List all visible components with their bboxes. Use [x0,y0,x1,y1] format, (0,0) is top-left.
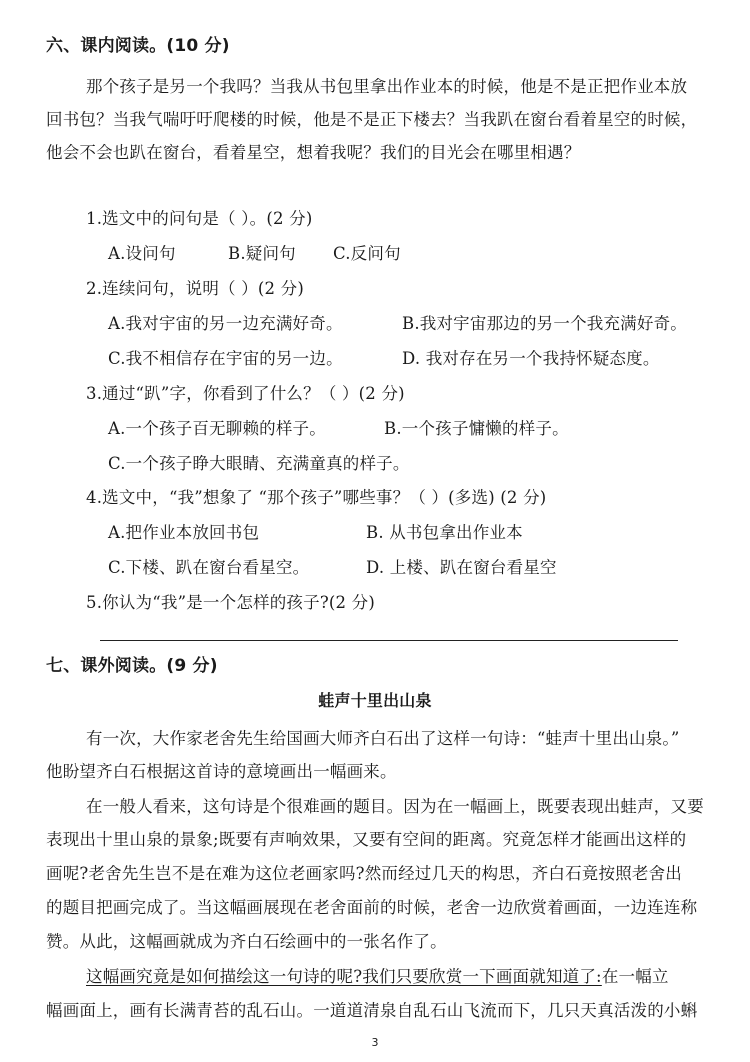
para3-underlined-sentence: 这幅画究竟是如何描绘这一句诗的呢?我们只要欣赏一下画面就知道了: [86,967,602,986]
passage-line-2: 回书包？当我气喘吁吁爬楼的时候，他是不是正下楼去？当我趴在窗台看着星空的时候， [46,110,698,129]
para1-line-1: 有一次，大作家老舍先生给国画大师齐白石出了这样一句诗：“蛙声十里出山泉。” [86,729,680,748]
section-7-heading: 七、课外阅读。(9 分) [46,656,218,676]
para3-line-1-rest: 在一幅立 [601,967,669,986]
q3-option-b: B.一个孩子慵懒的样子。 [384,419,569,438]
page-number: 3 [371,1036,379,1049]
q3-option-a: A.一个孩子百无聊赖的样子。 [108,419,326,438]
q2-option-b: B.我对宇宙那边的另一个我充满好奇。 [402,314,687,333]
q4-option-c: C.下楼、趴在窗台看星空。 [108,558,310,577]
question-2: 2.连续问句，说明（ ）(2 分) [86,279,305,298]
q2-option-a: A.我对宇宙的另一边充满好奇。 [108,314,343,333]
q1-option-b: B.疑问句 [228,244,296,263]
question-1: 1.选文中的问句是（ ）。(2 分) [86,209,313,228]
article-title: 蛙声十里出山泉 [318,691,432,710]
q4-option-d: D. 上楼、趴在窗台看星空 [366,558,557,577]
para1-line-2: 他盼望齐白石根据这首诗的意境画出一幅画来。 [46,762,397,781]
q1-option-c: C.反问句 [333,244,401,263]
para2-line-2: 表现出十里山泉的景象;既要有声响效果，又要有空间的距离。究竟怎样才能画出这样的 [46,830,687,849]
para2-line-1: 在一般人看来，这句诗是个很难画的题目。因为在一幅画上，既要表现出蛙声，又要 [86,797,704,816]
para2-line-4: 的题目把画完成了。当这幅画展现在老舍面前的时候，老舍一边欣赏着画面，一边连连称 [46,898,698,917]
para3-line-2: 幅画面上，画有长满青苔的乱石山。一道道清泉自乱石山飞流而下，几只天真活泼的小蝌 [46,1001,698,1020]
q4-option-a: A.把作业本放回书包 [108,523,260,542]
q2-option-d: D. 我对存在另一个我持怀疑态度。 [402,349,660,368]
passage-line-3: 他会不会也趴在窗台，看着星空，想着我呢？我们的目光会在哪里相遇？ [46,143,581,162]
question-5: 5.你认为“我”是一个怎样的孩子?(2 分) [86,593,375,612]
section-6-heading: 六、课内阅读。(10 分) [46,36,230,56]
answer-line [100,640,678,641]
question-3: 3.通过“趴”字，你看到了什么？（ ）(2 分) [86,384,405,403]
q2-option-c: C.我不相信存在宇宙的另一边。 [108,349,343,368]
question-4: 4.选文中，“我”想象了 “那个孩子”哪些事？（ ）(多选) (2 分) [86,488,547,507]
para3-line-1 [86,967,669,987]
para2-line-5: 赞。从此，这幅画就成为齐白石绘画中的一张名作了。 [46,932,447,951]
q4-option-b: B. 从书包拿出作业本 [366,523,523,542]
passage-line-1: 那个孩子是另一个我吗？当我从书包里拿出作业本的时候，他是不是正把作业本放 [86,77,688,96]
para2-line-3: 画呢?老舍先生岂不是在难为这位老画家吗?然而经过几天的构思，齐白石竟按照老舍出 [46,864,682,883]
q1-option-a: A.设问句 [108,244,176,263]
q3-option-c: C.一个孩子睁大眼睛、充满童真的样子。 [108,454,410,473]
